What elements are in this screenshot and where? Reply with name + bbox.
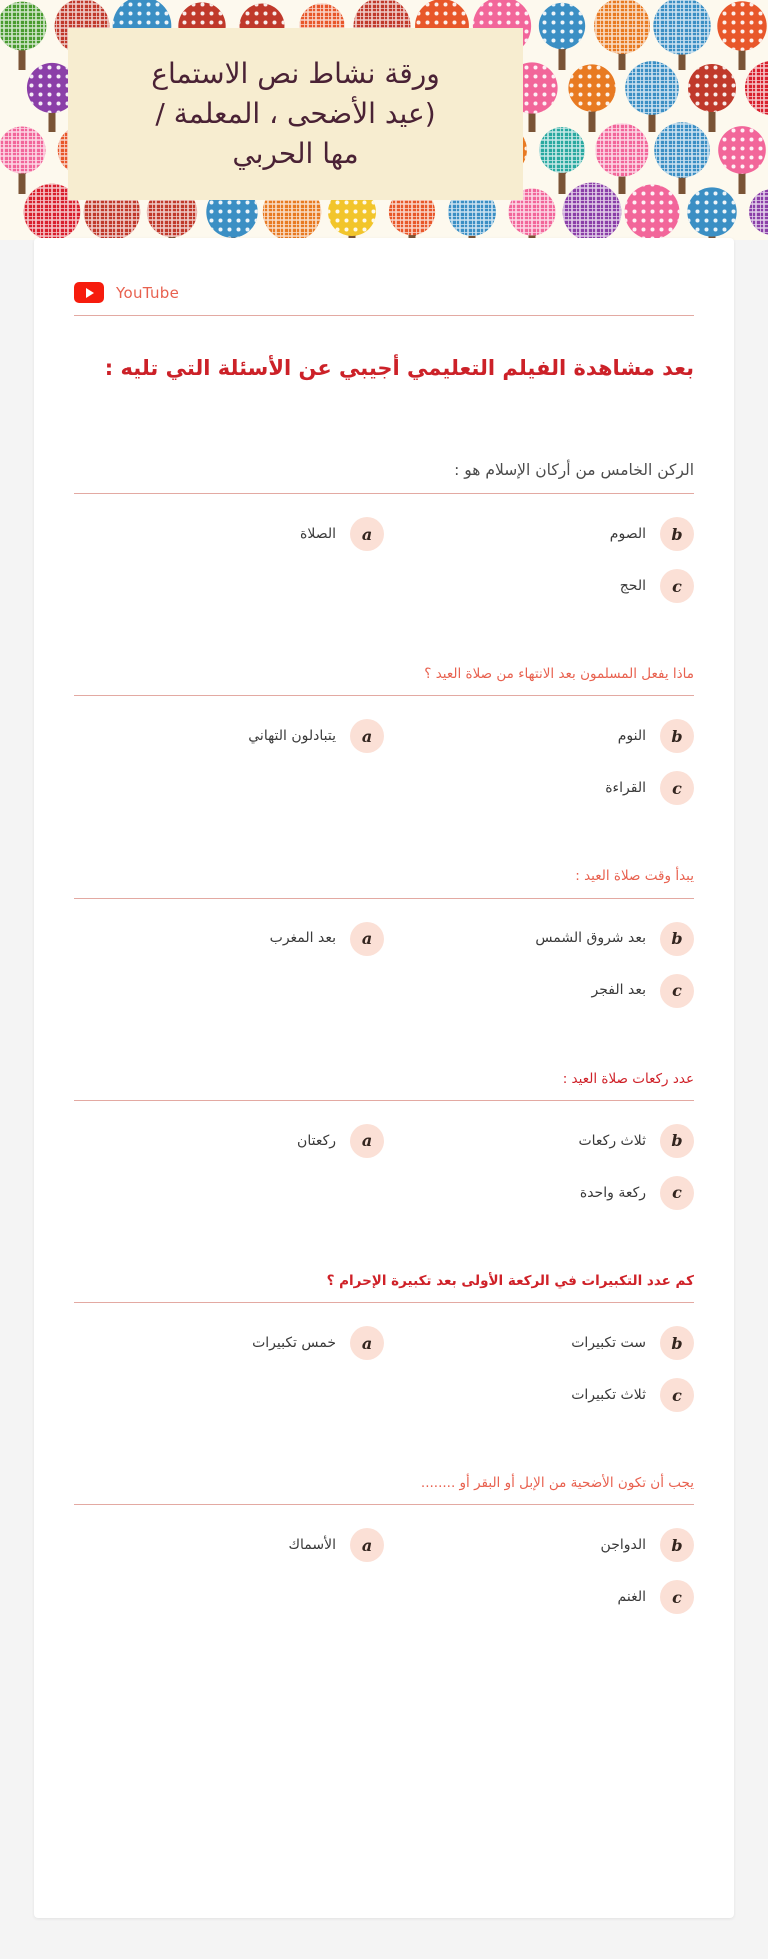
option-badge-a[interactable]: a — [350, 1528, 384, 1562]
youtube-play-icon[interactable] — [74, 282, 104, 303]
option-badge-a[interactable]: a — [350, 1124, 384, 1158]
answer-option-c[interactable] — [74, 766, 694, 810]
answer-option-a[interactable] — [74, 512, 384, 556]
answer-option-b[interactable] — [384, 714, 694, 758]
header-banner — [0, 0, 768, 240]
answer-option-b[interactable] — [384, 512, 694, 556]
option-label: ست تكبيرات — [571, 1334, 646, 1351]
option-list — [74, 1119, 694, 1215]
option-badge-a[interactable]: a — [350, 517, 384, 551]
question-block — [74, 459, 694, 608]
question-divider — [74, 1302, 694, 1303]
option-label: ركعتان — [297, 1132, 336, 1149]
option-badge-c[interactable]: c — [660, 1176, 694, 1210]
option-badge-c[interactable]: c — [660, 974, 694, 1008]
answer-option-b[interactable] — [384, 1523, 694, 1567]
option-label: الأسماك — [288, 1537, 336, 1554]
option-badge-b[interactable]: b — [660, 1326, 694, 1360]
answer-option-a[interactable] — [74, 1321, 384, 1365]
question-block — [74, 1473, 694, 1619]
question-text: ماذا يفعل المسلمون بعد الانتهاء من صلاة العيد ؟ — [424, 666, 694, 682]
option-list — [74, 917, 694, 1013]
answer-option-a[interactable] — [74, 917, 384, 961]
answer-option-a[interactable] — [74, 1523, 384, 1567]
question-divider — [74, 898, 694, 899]
answer-option-a[interactable] — [74, 714, 384, 758]
option-label: ثلاث تكبيرات — [571, 1386, 646, 1403]
question-block — [74, 1069, 694, 1215]
option-label: الغنم — [617, 1589, 646, 1606]
option-badge-b[interactable]: b — [660, 922, 694, 956]
option-label: الصلاة — [300, 525, 336, 542]
question-text: الركن الخامس من أركان الإسلام هو : — [454, 460, 694, 479]
answer-option-b[interactable] — [384, 1321, 694, 1365]
option-badge-b[interactable]: b — [660, 719, 694, 753]
youtube-label: YouTube — [116, 283, 180, 302]
option-badge-a[interactable]: a — [350, 719, 384, 753]
option-badge-b[interactable]: b — [660, 1528, 694, 1562]
answer-option-b[interactable] — [384, 917, 694, 961]
option-badge-c[interactable]: c — [660, 1580, 694, 1614]
option-list — [74, 512, 694, 608]
option-label: بعد الفجر — [591, 982, 646, 999]
question-text: يبدأ وقت صلاة العيد : — [575, 868, 694, 885]
option-label: الصوم — [609, 525, 646, 542]
question-text: كم عدد التكبيرات في الركعة الأولى بعد تكبيرة الإحرام ؟ — [326, 1272, 694, 1289]
worksheet-card — [34, 238, 734, 1918]
option-label: القراءة — [605, 780, 646, 797]
answer-option-c[interactable] — [74, 1373, 694, 1417]
option-label: ثلاث ركعات — [578, 1132, 646, 1149]
option-label: الحج — [619, 577, 646, 594]
youtube-divider — [74, 315, 694, 316]
question-divider — [74, 493, 694, 494]
question-text: يجب أن تكون الأضحية من الإبل أو البقر أو ........ — [420, 1475, 694, 1491]
question-block — [74, 1271, 694, 1417]
question-block — [74, 664, 694, 810]
answer-option-c[interactable] — [74, 969, 694, 1013]
answer-option-c[interactable] — [74, 1171, 694, 1215]
option-label: الدواجن — [600, 1537, 646, 1554]
answer-option-b[interactable] — [384, 1119, 694, 1163]
answer-option-c[interactable] — [74, 564, 694, 608]
option-label: النوم — [617, 728, 646, 745]
option-list — [74, 1523, 694, 1619]
answer-option-a[interactable] — [74, 1119, 384, 1163]
instructions-heading: بعد مشاهدة الفيلم التعليمي أجيبي عن الأسئلة التي تليه : — [104, 356, 694, 380]
title-card — [68, 28, 523, 200]
option-badge-c[interactable]: c — [660, 569, 694, 603]
question-divider — [74, 695, 694, 696]
option-badge-a[interactable]: a — [350, 1326, 384, 1360]
option-badge-a[interactable]: a — [350, 922, 384, 956]
youtube-media-row[interactable] — [74, 282, 694, 303]
question-text: عدد ركعات صلاة العيد : — [562, 1070, 694, 1087]
answer-option-c[interactable] — [74, 1575, 694, 1619]
option-list — [74, 714, 694, 810]
option-label: بعد شروق الشمس — [535, 930, 646, 947]
option-badge-c[interactable]: c — [660, 1378, 694, 1412]
page-title: ورقة نشاط نص الاستماع (عيد الأضحى ، المعلمة / مها الحربي — [151, 57, 440, 170]
option-list — [74, 1321, 694, 1417]
option-badge-b[interactable]: b — [660, 517, 694, 551]
question-block — [74, 866, 694, 1012]
questions-list — [74, 459, 694, 1620]
question-divider — [74, 1100, 694, 1101]
option-label: يتبادلون التهاني — [248, 728, 336, 745]
question-divider — [74, 1504, 694, 1505]
option-label: خمس تكبيرات — [252, 1334, 336, 1351]
option-badge-b[interactable]: b — [660, 1124, 694, 1158]
option-badge-c[interactable]: c — [660, 771, 694, 805]
option-label: ركعة واحدة — [579, 1184, 646, 1201]
option-label: بعد المغرب — [269, 930, 336, 947]
